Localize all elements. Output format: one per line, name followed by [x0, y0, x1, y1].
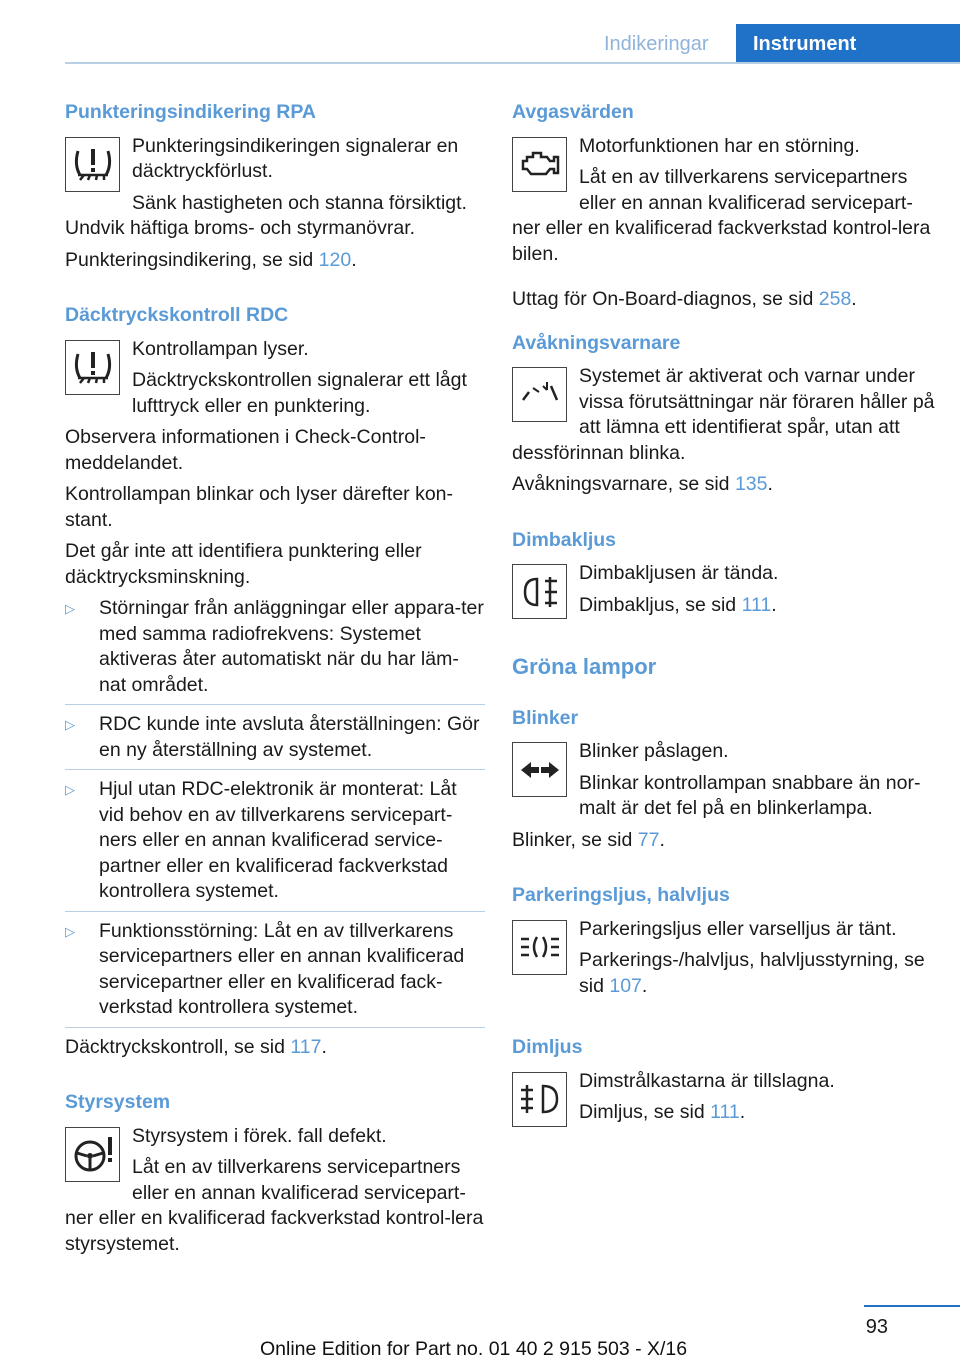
fog-entry — [512, 1069, 937, 1132]
parking-text-1: Parkeringsljus eller varselljus är tänt. — [579, 917, 897, 940]
rdc-text-3: Observera informationen i Check-Control-meddelandet. — [65, 426, 426, 474]
right-column — [512, 100, 937, 1132]
exhaust-entry — [512, 134, 937, 274]
parking-entry — [512, 917, 937, 1006]
list-item: ▷ Störningar från anläggningar eller appara-ter med samma radiofrekvens: Systemet aktiveras åter automatiskt när du har läm-nat området. — [65, 596, 485, 705]
rpa-heading: Punkteringsindikering RPA — [65, 101, 317, 123]
fog-text-1: Dimstrålkastarna är tillslagna. — [579, 1069, 835, 1092]
rdc-text-2: Däcktryckskontrollen signalerar ett lågt lufttryck eller en punktering. — [132, 369, 467, 417]
drowsiness-page-link[interactable]: 135 — [734, 473, 768, 495]
rearfog-page-link[interactable]: 111 — [741, 593, 772, 616]
footer-rule — [864, 1305, 960, 1307]
rear-fog-light-icon — [512, 564, 567, 619]
blinker-heading: Blinker — [512, 706, 579, 729]
rdc-heading: Däcktryckskontroll RDC — [65, 304, 289, 326]
exhaust-text-1: Motorfunktionen har en störning. — [579, 134, 860, 157]
drowsiness-text-1: Systemet är aktiverat och varnar under vissa förutsättningar när föraren håller på att lämna ett identifierat spår, utan att dessförinnan blinka. — [512, 365, 935, 464]
blinker-page-link[interactable]: 77 — [637, 828, 660, 851]
parking-text-2: Parkerings-/halvljus, halvljusstyrning, se sid 107. — [579, 949, 925, 997]
engine-icon — [512, 137, 567, 192]
drowsiness-reference: Avåkningsvarnare, se sid 135. — [512, 473, 773, 495]
parking-light-icon — [512, 920, 567, 975]
front-fog-light-icon — [512, 1072, 567, 1127]
blinker-text-1: Blinker påslagen. — [579, 740, 729, 762]
steering-heading: Styrsystem — [65, 1091, 171, 1113]
lane-departure-icon — [512, 367, 567, 422]
rpa-text-2: Sänk hastigheten och stanna försiktigt. Undvik häftiga broms- och styrmanövrar. — [65, 191, 467, 239]
list-item: ▷ Funktionsstörning: Låt en av tillverkarens servicepartners eller en annan kvalificerad servicepartner eller en kvalificerad fack-verkstad kontrollera systemet. — [65, 919, 485, 1028]
list-item: ▷ Hjul utan RDC-elektronik är monterat: Låt vid behov en av tillverkarens servicepart-ners eller en annan kvalificerad service-partner eller en kvalificerad fackverkstad kontrollera systemet. — [65, 777, 485, 912]
exhaust-heading: Avgasvärden — [512, 101, 634, 123]
tire-pressure-control-icon — [65, 340, 120, 395]
fog-heading: Dimljus — [512, 1036, 583, 1058]
rdc-text-5: Det går inte att identifiera punktering eller däcktrycksminskning. — [65, 540, 422, 588]
blinker-entry — [512, 739, 937, 828]
rdc-text-4: Kontrollampan blinkar och lyser därefter kon-stant. — [65, 483, 454, 531]
fog-reference: Dimljus, se sid 111. — [579, 1101, 746, 1123]
rearfog-heading: Dimbakljus — [512, 528, 617, 551]
rdc-text-1: Kontrollampan lyser. — [132, 337, 309, 360]
steering-text-2: Låt en av tillverkarens servicepartners eller en annan kvalificerad servicepart-ner eller en kvalificerad fackverkstad kontrol-lera styrsystemet. — [65, 1156, 484, 1255]
steering-entry — [65, 1124, 485, 1264]
rearfog-entry — [512, 561, 937, 624]
edition-footer: Online Edition for Part no. 01 40 2 915 503 - X/16 — [260, 1338, 688, 1360]
left-column — [65, 100, 485, 1263]
page-number: 93 — [865, 1316, 888, 1338]
rdc-reference: Däcktryckskontroll, se sid 117. — [65, 1035, 327, 1058]
rpa-reference: Punkteringsindikering, se sid 120. — [65, 248, 357, 271]
header-chapter-tab: Instrument — [736, 24, 960, 64]
steering-warning-icon — [65, 1127, 120, 1182]
rpa-entry — [65, 134, 485, 248]
blinker-text-2: Blinkar kontrollampan snabbare än nor-malt är det fel på en blinkerlampa. — [579, 771, 921, 819]
header-section: Indikeringar — [604, 33, 709, 55]
rdc-entry — [65, 337, 485, 426]
exhaust-text-2: Låt en av tillverkarens servicepartners eller en annan kvalificerad servicepart-ner eller en kvalificerad fackverkstad kontrol-lera bilen. — [512, 166, 931, 265]
rpa-text-1: Punkteringsindikeringen signalerar en däcktryckförlust. — [132, 134, 459, 182]
rearfog-reference: Dimbakljus, se sid 111. — [579, 593, 777, 616]
parking-page-link[interactable]: 107 — [609, 974, 642, 997]
steering-text-1: Styrsystem i förek. fall defekt. — [132, 1124, 387, 1147]
exhaust-page-link[interactable]: 258 — [818, 288, 852, 310]
rdc-bullet-list — [65, 596, 485, 1028]
blinker-reference: Blinker, se sid 77. — [512, 828, 665, 851]
fog-page-link[interactable]: 111 — [710, 1101, 740, 1123]
list-item: ▷ RDC kunde inte avsluta återställningen: Gör en ny återställning av systemet. — [65, 712, 485, 770]
turn-signal-icon — [512, 742, 567, 797]
header-rule — [65, 62, 960, 64]
tire-pressure-warning-icon — [65, 137, 120, 192]
rearfog-text-1: Dimbakljusen är tända. — [579, 562, 779, 584]
exhaust-reference: Uttag för On-Board-diagnos, se sid 258. — [512, 288, 857, 310]
rdc-page-link[interactable]: 117 — [290, 1035, 322, 1058]
drowsiness-heading: Avåkningsvarnare — [512, 331, 681, 354]
drowsiness-entry — [512, 364, 937, 472]
parking-heading: Parkeringsljus, halvljus — [512, 884, 730, 906]
rpa-page-link[interactable]: 120 — [318, 248, 352, 271]
green-lamps-heading: Gröna lampor — [512, 654, 657, 679]
